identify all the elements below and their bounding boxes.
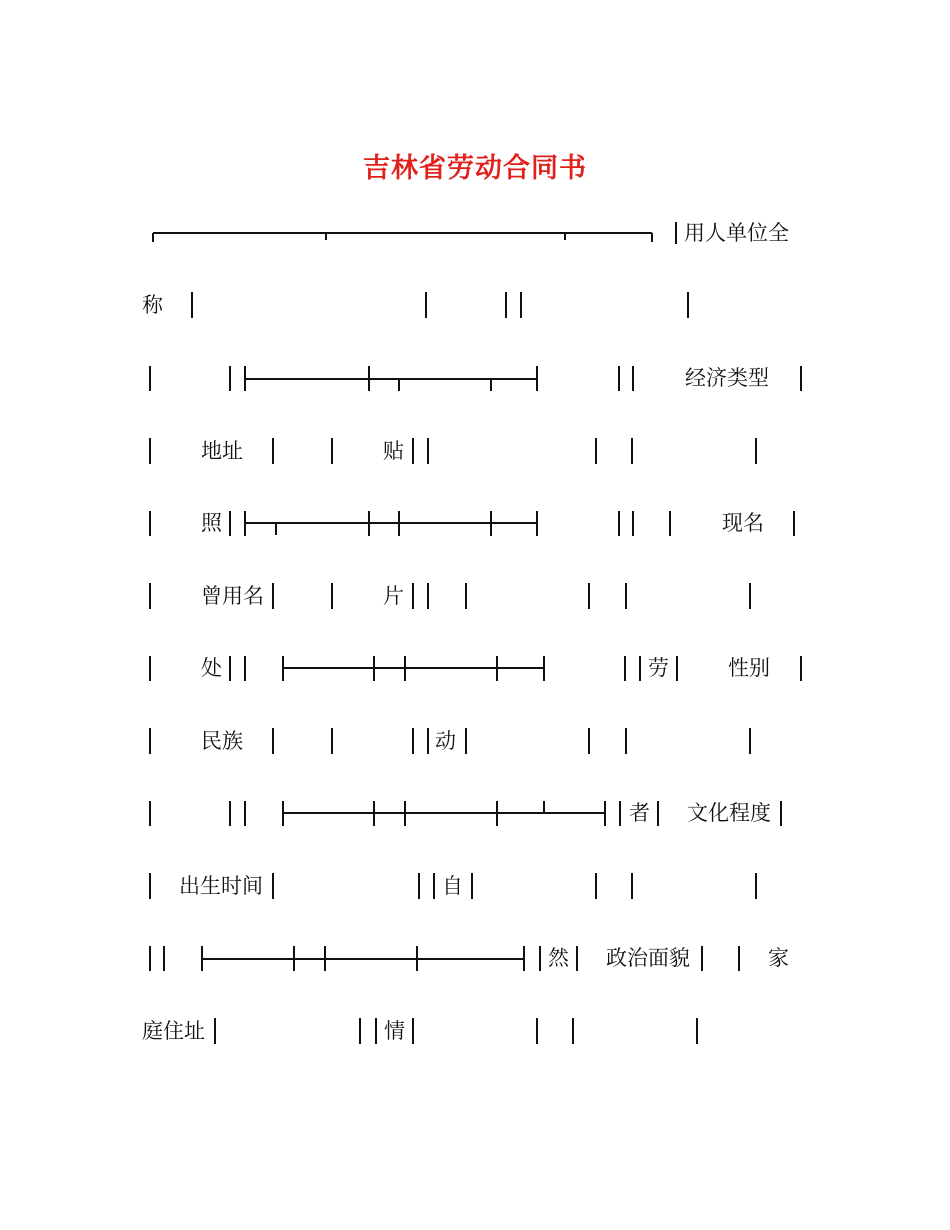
field-label-gender: 性别 <box>728 656 770 680</box>
field-label-economic-type: 经济类型 <box>685 366 769 390</box>
section-label-zhe: 者 <box>629 801 650 825</box>
field-label-employer-name-cont: 称 <box>142 293 163 317</box>
photo-label-chu: 处 <box>201 656 222 680</box>
photo-label-tie: 贴 <box>383 439 404 463</box>
section-label-qing: 情 <box>384 1019 405 1043</box>
section-label-dong: 动 <box>435 729 456 753</box>
field-label-employer-name: 用人单位全 <box>684 221 789 245</box>
field-label-address: 地址 <box>201 439 243 463</box>
field-label-birth-date: 出生时间 <box>179 874 263 898</box>
field-label-home-address: 家 <box>768 946 789 970</box>
section-label-zi: 自 <box>442 874 463 898</box>
field-label-current-name: 现名 <box>722 511 764 535</box>
field-label-home-address-cont: 庭住址 <box>142 1019 205 1043</box>
photo-label-pian: 片 <box>383 584 404 608</box>
section-label-lao: 劳 <box>648 656 669 680</box>
field-label-ethnicity: 民族 <box>201 729 243 753</box>
photo-label-zhao: 照 <box>201 511 222 535</box>
section-label-ran: 然 <box>548 946 569 970</box>
field-label-former-name: 曾用名 <box>201 584 264 608</box>
page-title: 吉林省劳动合同书 <box>363 153 587 185</box>
field-label-political-status: 政治面貌 <box>606 946 690 970</box>
field-label-education: 文化程度 <box>687 801 771 825</box>
